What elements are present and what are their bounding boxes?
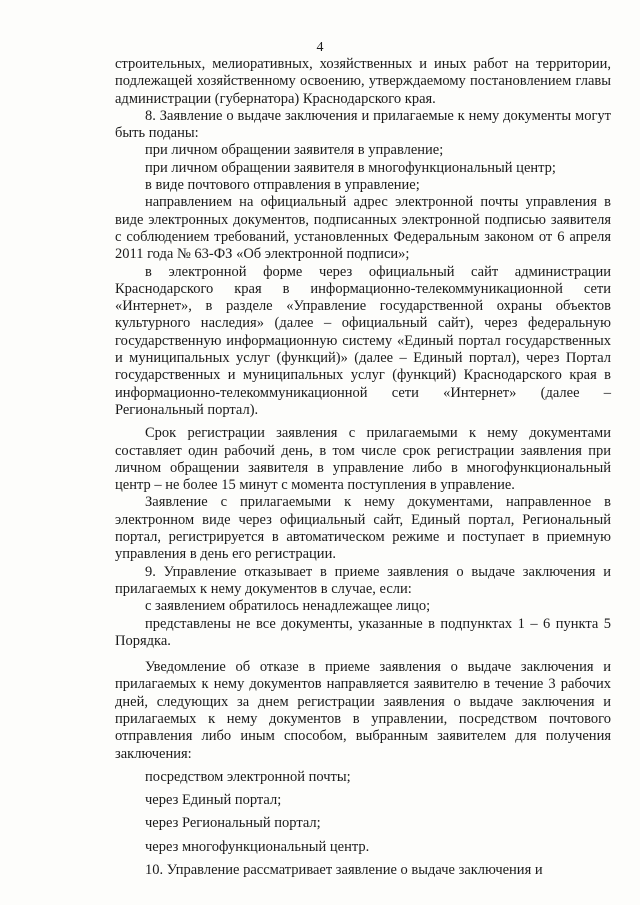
paragraph-item-8: 8. Заявление о выдаче заключения и прилагаемые к нему документы могут быть поданы: bbox=[115, 107, 611, 142]
list-item: при личном обращении заявителя в управление; bbox=[145, 142, 444, 159]
paragraph: Срок регистрации заявления с прилагаемыми к нему документами составляет один рабочий день, в том числе срок регистрации заявления при личном обращении заявителя в управление либо в многофункциональный центр – не более 15 минут с момента поступления в управление. bbox=[115, 425, 611, 494]
paragraph-item-10: 10. Управление рассматривает заявление о выдаче заключения и bbox=[145, 862, 543, 879]
list-item: при личном обращении заявителя в многофункциональный центр; bbox=[145, 159, 556, 176]
document-body bbox=[115, 56, 611, 879]
list-item: посредством электронной почты; bbox=[145, 768, 351, 785]
list-item: представлены не все документы, указанные в подпунктах 1 – 6 пункта 5 Порядка. bbox=[115, 615, 611, 649]
list-item: через многофункциональный центр. bbox=[145, 838, 370, 855]
page-number: 4 bbox=[316, 40, 324, 55]
list-item: через Региональный портал; bbox=[145, 815, 321, 832]
paragraph-item-9: 9. Управление отказывает в приеме заявления о выдаче заключения и прилагаемых к нему документов в случае, если: bbox=[115, 563, 611, 597]
list-item: через Единый портал; bbox=[145, 792, 282, 809]
paragraph-continuation: строительных, мелиоративных, хозяйственных и иных работ на территории, подлежащей хозяйственному освоению, утверждаемому постановлением главы администрации (губернатора) Краснодарского края. bbox=[115, 56, 611, 107]
list-item: направлением на официальный адрес электронной почты управления в виде электронных документов, подписанных электронной подписью заявителя с соблюдением требований, установленных Федеральным законом от 6 апреля 2011 года № 63-ФЗ «Об электронной подписи»; bbox=[115, 194, 611, 263]
list-item: в электронной форме через официальный сайт администрации Краснодарского края в информационно-телекоммуникационной сети «Интернет», в разделе «Управление государственной охраны объектов культурного наследия» (далее – официальный сайт), через федеральную государственную информационную систему «Единый портал государственных и муниципальных услуг (функций)» (далее – Единый портал), через Портал государственных и муниципальных услуг (функций) Краснодарского края в информационно-телекоммуникационной сети «Интернет» (далее – Региональный портал). bbox=[115, 263, 611, 418]
list-item: в виде почтового отправления в управление; bbox=[145, 177, 420, 194]
paragraph: Заявление с прилагаемыми к нему документами, направленное в электронном виде через официальный сайт, Единый портал, Региональный портал, регистрируется в автоматическом режиме и поступает в приемную управления в день его регистрации. bbox=[115, 494, 611, 563]
paragraph: Уведомление об отказе в приеме заявления о выдаче заключения и прилагаемых к нему документов направляется заявителю в течение 3 рабочих дней, следующих за днем регистрации заявления о выдаче заключения и прилагаемых к нему документов в управлении, посредством почтового отправления либо иным способом, выбранным заявителем для получения заключения: bbox=[115, 659, 611, 762]
list-item: с заявлением обратилось ненадлежащее лицо; bbox=[145, 598, 431, 615]
